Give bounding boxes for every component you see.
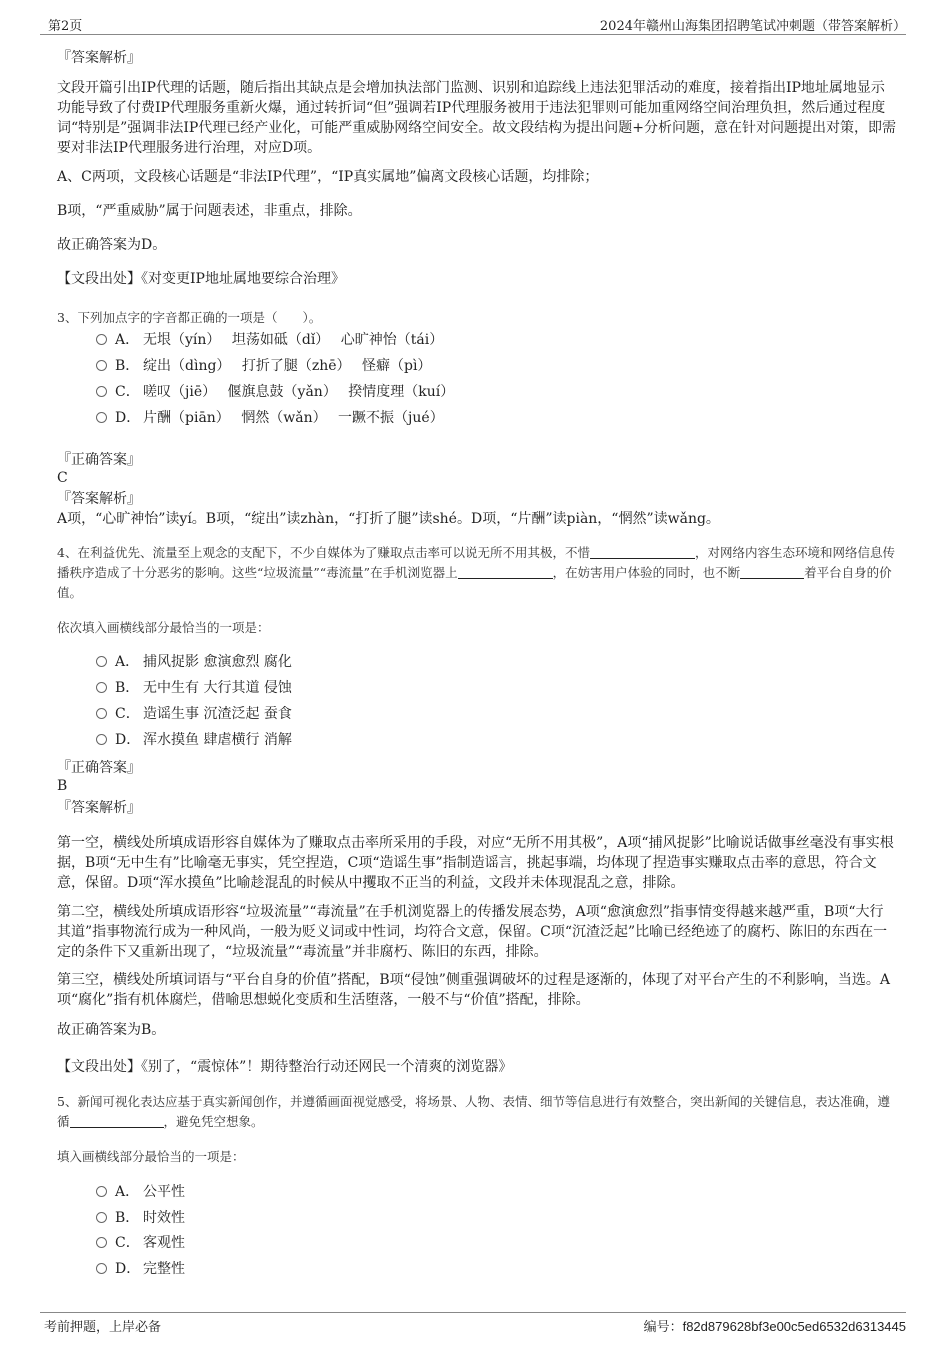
q4-option-a[interactable]: A． 捕风捉影 愈演愈烈 腐化: [96, 652, 292, 672]
radio-icon[interactable]: [96, 734, 107, 745]
q2-analysis-label: 『答案解析』: [57, 50, 141, 66]
radio-icon[interactable]: [96, 656, 107, 667]
q5-option-b[interactable]: B． 时效性: [96, 1208, 185, 1228]
q4-analysis-p3: 第三空，横线处所填词语与“平台自身的价值”搭配，B项“侵蚀”侧重强调破坏的过程是逐渐的，体现了对平台产生的不利影响，当选。A项“腐化”指有机体腐烂，借喻思想蜕化变质和生活堕落，一般不与“价值”搭配，排除。: [57, 972, 891, 1008]
q4-source-label: 【文段出处】: [57, 1059, 141, 1075]
q4-analysis-p4: 故正确答案为B。: [57, 1022, 166, 1038]
q2-source-label: 【文段出处】: [57, 271, 141, 287]
page-footer: [40, 1312, 906, 1335]
q4-source: [57, 1057, 897, 1077]
q4-analysis-label: 『答案解析』: [57, 800, 141, 816]
q3-analysis: A项，“心旷神怡”读yí。B项，“绽出”读zhàn，“打折了腿”读shé。D项，“片酬”读piàn，“惘然”读wǎng。: [57, 511, 720, 527]
radio-icon[interactable]: [96, 360, 107, 371]
radio-icon[interactable]: [96, 1263, 107, 1274]
q3-option-c[interactable]: C． 嗟叹（jiē） 偃旗息鼓（yǎn） 揆情度理（kuí）: [96, 382, 454, 402]
document-id: 编号：f82d879628bf3e00c5ed6532d6313445: [643, 1319, 906, 1334]
q4-analysis-p2: 第二空，横线处所填成语形容“垃圾流量”“毒流量”在手机浏览器上的传播发展态势，A项“愈演愈烈”指事情变得越来越严重，B项“大行其道”指事物流行成为一种风尚，一般为贬义词或中性词，均符合文意，保留。C项“沉渣泛起”比喻已经绝迹了的腐朽、陈旧的东西在一定的条件下又重新出现了，“垃圾流量”“毒流量”并非腐朽、陈旧的东西，排除。: [57, 904, 888, 960]
blank-1: [70, 1113, 164, 1128]
q3-option-b[interactable]: B． 绽出（dìng） 打折了腿（zhē） 怪癖（pì）: [96, 356, 431, 376]
q3-analysis-label: 『答案解析』: [57, 491, 141, 507]
q4-option-b[interactable]: B． 无中生有 大行其道 侵蚀: [96, 678, 292, 698]
blank-2: [458, 564, 553, 579]
q2-source: [57, 269, 897, 289]
radio-icon[interactable]: [96, 682, 107, 693]
document-title: 2024年赣州山海集团招聘笔试冲刺题（带答案解析）: [599, 19, 906, 34]
page-number: 第2页: [48, 19, 83, 34]
q4-analysis-p1: 第一空，横线处所填成语形容自媒体为了赚取点击率所采用的手段，对应“无所不用其极”，A项“捕风捉影”比喻说话做事丝毫没有事实根据，B项“无中生有”比喻毫无事实，凭空捏造，C项“造谣生事”指制造谣言，挑起事端，均体现了捏造事实赚取点击率的意思，符合文意，保留。D项“浑水摸鱼”比喻趁混乱的时候从中攫取不正当的利益，文段并未体现混乱之意，排除。: [57, 835, 894, 891]
q3-answer: C: [57, 470, 68, 486]
q3-stem: 3、下列加点字的字音都正确的一项是（ ）。: [57, 310, 322, 325]
q4-instruction: 依次填入画横线部分最恰当的一项是：: [57, 620, 270, 635]
q3-answer-label: 『正确答案』: [57, 452, 141, 468]
radio-icon[interactable]: [96, 412, 107, 423]
radio-icon[interactable]: [96, 334, 107, 345]
radio-icon[interactable]: [96, 708, 107, 719]
q4-answer: B: [57, 778, 68, 794]
radio-icon[interactable]: [96, 1186, 107, 1197]
footer-slogan: 考前押题，上岸必备: [44, 1320, 162, 1335]
q3-option-d[interactable]: D． 片酬（piān） 惘然（wǎn） 一蹶不振（jué）: [96, 408, 444, 428]
q5-instruction: 填入画横线部分最恰当的一项是：: [57, 1149, 245, 1164]
q4-stem: 4、在利益优先、流量至上观念的支配下，不少自媒体为了赚取点击率可以说无所不用其极，不惜 ，对网络内容生态环境和网络信息传播秩序造成了十分恶劣的影响。这些“垃圾流量”“毒流量”在手机浏览器上 ，在妨害用户体验的同时，也不断 着平台自身的价值。: [57, 545, 895, 600]
q2-analysis-p4: 故正确答案为D。: [57, 237, 167, 253]
radio-icon[interactable]: [96, 1237, 107, 1248]
q4-source-title: 《别了，“震惊体”！期待整治行动还网民一个清爽的浏览器》: [141, 1059, 513, 1075]
blank-3: [740, 564, 804, 579]
q2-analysis-p1: 文段开篇引出IP代理的话题，随后指出其缺点是会增加执法部门监测、识别和追踪线上违法犯罪活动的难度，接着指出IP地址属地显示功能导致了付费IP代理服务重新火爆，通过转折词“但”强调若IP代理服务被用于违法犯罪则可能加重网络空间治理负担，然后通过程度词“特别是”强调非法IP代理已经产业化，可能严重威胁网络空间安全。故文段结构为提出问题+分析问题，意在针对问题提出对策，即需要对非法IP代理服务进行治理，对应D项。: [57, 80, 896, 156]
q4-option-c[interactable]: C． 造谣生事 沉渣泛起 蚕食: [96, 704, 292, 724]
q5-option-c[interactable]: C． 客观性: [96, 1233, 185, 1253]
q2-source-title: 《对变更IP地址属地要综合治理》: [141, 271, 345, 287]
q2-analysis-p3: B项，“严重威胁”属于问题表述，非重点，排除。: [57, 203, 362, 219]
radio-icon[interactable]: [96, 1212, 107, 1223]
q5-stem: 5、新闻可视化表达应基于真实新闻创作，并遵循画面视觉感受，将场景、人物、表情、细节等信息进行有效整合，突出新闻的关键信息，表达准确，遵循 ，避免凭空想象。: [57, 1094, 890, 1129]
q3-option-a[interactable]: A． 无垠（yín） 坦荡如砥（dǐ） 心旷神怡（tái）: [96, 330, 443, 350]
radio-icon[interactable]: [96, 386, 107, 397]
q4-answer-label: 『正确答案』: [57, 760, 141, 776]
q2-analysis-p2: A、C两项，文段核心话题是“非法IP代理”，“IP真实属地”偏离文段核心话题，均排除；: [57, 169, 599, 185]
q5-option-a[interactable]: A． 公平性: [96, 1182, 185, 1202]
q4-option-d[interactable]: D． 浑水摸鱼 肆虐横行 消解: [96, 730, 292, 750]
q5-option-d[interactable]: D． 完整性: [96, 1259, 185, 1279]
page-header: [40, 12, 906, 35]
blank-1: [590, 544, 695, 559]
